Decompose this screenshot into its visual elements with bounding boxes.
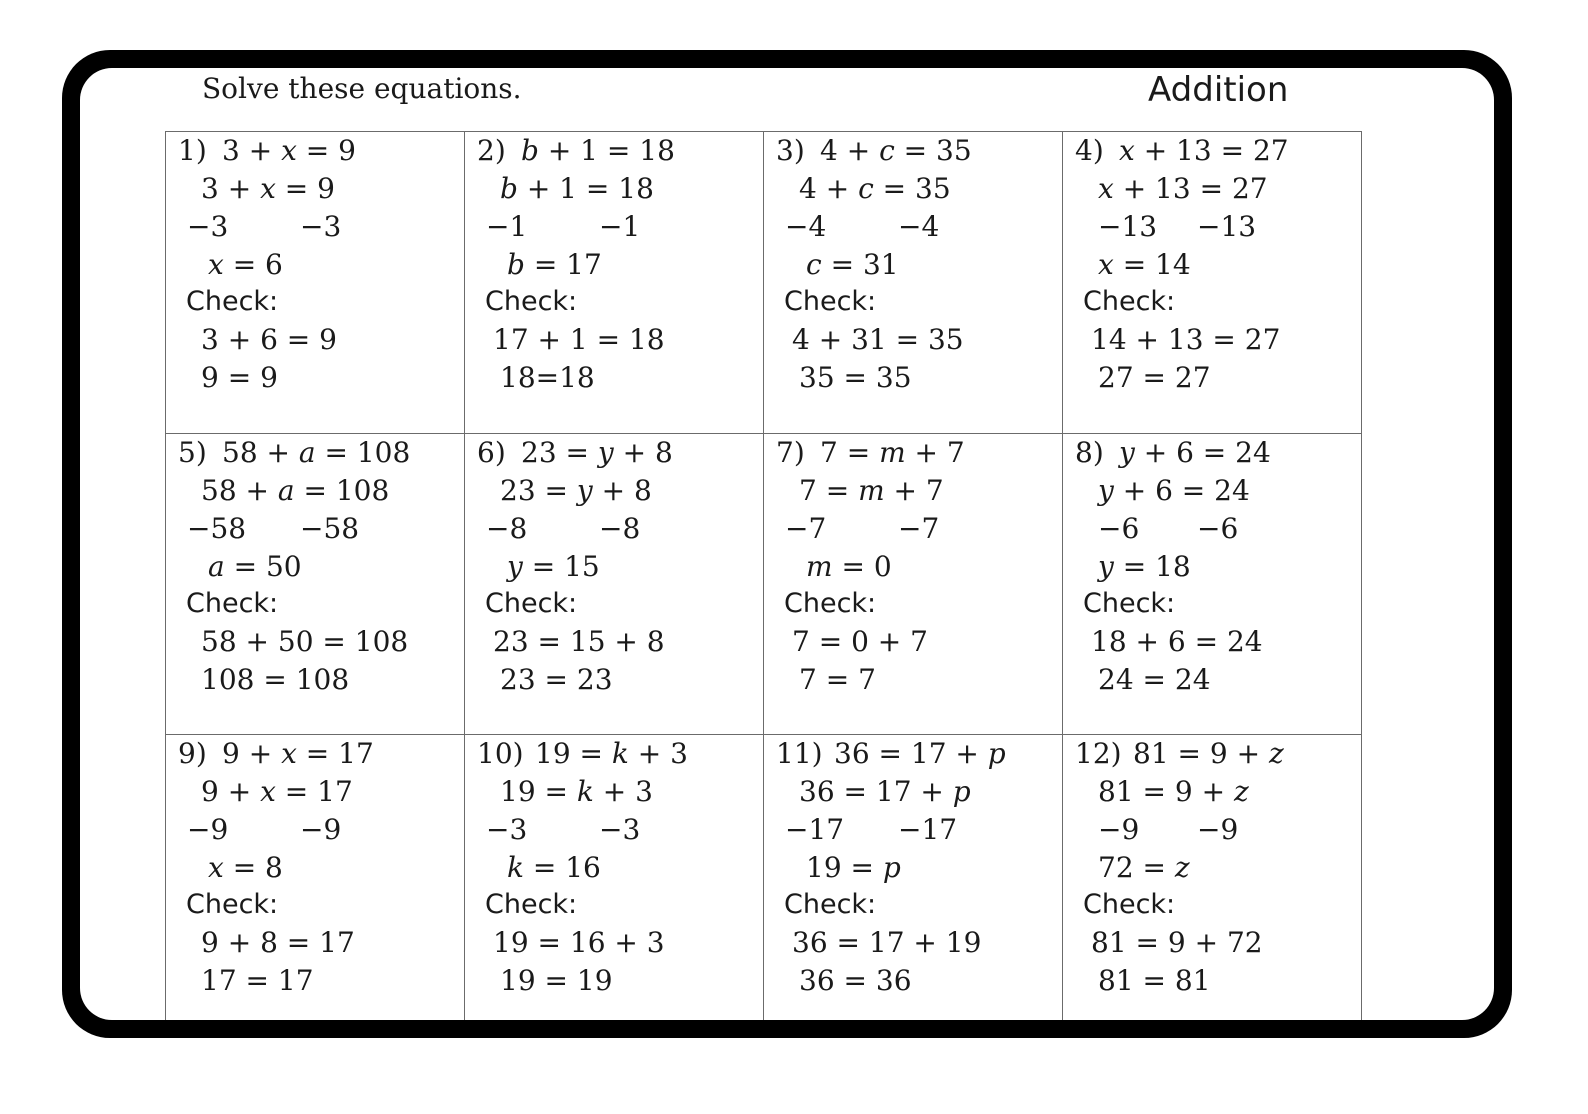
work-subtract-right: −9 — [1197, 813, 1239, 846]
topic-title: Addition — [1148, 70, 1289, 110]
problem-grid — [165, 131, 1362, 1020]
check-result: 23 = 23 — [500, 663, 613, 696]
problem-cell — [1063, 735, 1362, 1020]
check-result: 24 = 24 — [1098, 663, 1211, 696]
check-label: Check: — [186, 286, 279, 317]
work-subtract-left: −58 — [187, 512, 247, 545]
solution: 𝑦 = 18 — [1098, 550, 1191, 583]
work-subtract-right: −7 — [898, 512, 940, 545]
problem-cell — [166, 434, 465, 735]
check-result: 35 = 35 — [799, 361, 912, 394]
problem-number: 5) — [178, 436, 207, 469]
check-substitute: 19 = 16 + 3 — [493, 926, 665, 959]
solution: 𝑦 = 15 — [507, 550, 600, 583]
solution: 𝑘 = 16 — [507, 851, 601, 884]
work-subtract-left: −8 — [486, 512, 528, 545]
solution: 𝑐 = 31 — [806, 248, 899, 281]
work-rewrite: 36 = 17 + 𝑝 — [799, 775, 971, 808]
check-label: Check: — [784, 889, 877, 920]
work-rewrite: 7 = 𝑚 + 7 — [799, 474, 944, 507]
check-result: 36 = 36 — [799, 964, 912, 997]
work-subtract-left: −3 — [486, 813, 528, 846]
work-subtract-right: −3 — [599, 813, 641, 846]
work-subtract-right: −6 — [1197, 512, 1239, 545]
work-rewrite: 𝑦 + 6 = 24 — [1098, 474, 1250, 507]
solution: 𝑏 = 17 — [507, 248, 602, 281]
problem-cell — [166, 132, 465, 434]
problem-cell — [465, 434, 764, 735]
work-subtract-right: −17 — [898, 813, 958, 846]
problem-cell — [764, 434, 1063, 735]
problem-cell — [1063, 132, 1362, 434]
problem-equation: 23 = 𝑦 + 8 — [521, 436, 673, 469]
problem-cell — [465, 735, 764, 1020]
check-result: 17 = 17 — [201, 964, 314, 997]
problem-cell — [764, 132, 1063, 434]
check-substitute: 17 + 1 = 18 — [493, 323, 665, 356]
check-result: 27 = 27 — [1098, 361, 1211, 394]
work-subtract-left: −13 — [1098, 210, 1158, 243]
work-subtract-left: −3 — [187, 210, 229, 243]
check-result: 18=18 — [500, 361, 595, 394]
check-substitute: 3 + 6 = 9 — [201, 323, 337, 356]
solution: 𝑎 = 50 — [208, 550, 302, 583]
worksheet — [80, 68, 1494, 1020]
solution: 𝑥 = 6 — [208, 248, 283, 281]
check-result: 108 = 108 — [201, 663, 350, 696]
problem-equation: 19 = 𝑘 + 3 — [535, 737, 688, 770]
check-label: Check: — [1083, 588, 1176, 619]
check-result: 19 = 19 — [500, 964, 613, 997]
problem-cell — [166, 735, 465, 1020]
work-rewrite: 81 = 9 + 𝑧 — [1098, 775, 1249, 808]
problem-cell — [465, 132, 764, 434]
work-subtract-right: −13 — [1197, 210, 1257, 243]
problem-equation: 9 + 𝑥 = 17 — [222, 737, 374, 770]
problem-equation: 3 + 𝑥 = 9 — [222, 134, 356, 167]
check-label: Check: — [485, 286, 578, 317]
check-label: Check: — [485, 889, 578, 920]
work-subtract-right: −58 — [300, 512, 360, 545]
work-subtract-left: −4 — [785, 210, 827, 243]
work-rewrite: 4 + 𝑐 = 35 — [799, 172, 951, 205]
work-rewrite: 𝑥 + 13 = 27 — [1098, 172, 1268, 205]
check-label: Check: — [1083, 286, 1176, 317]
problem-equation: 4 + 𝑐 = 35 — [820, 134, 972, 167]
check-result: 7 = 7 — [799, 663, 876, 696]
check-substitute: 7 = 0 + 7 — [792, 625, 928, 658]
instruction-text: Solve these equations. — [202, 72, 522, 105]
check-label: Check: — [1083, 889, 1176, 920]
work-subtract-left: −17 — [785, 813, 845, 846]
work-rewrite: 58 + 𝑎 = 108 — [201, 474, 390, 507]
check-label: Check: — [784, 286, 877, 317]
check-substitute: 58 + 50 = 108 — [201, 625, 409, 658]
check-label: Check: — [784, 588, 877, 619]
problem-number: 8) — [1075, 436, 1104, 469]
check-substitute: 23 = 15 + 8 — [493, 625, 665, 658]
work-subtract-left: −9 — [1098, 813, 1140, 846]
problem-equation: 58 + 𝑎 = 108 — [222, 436, 411, 469]
work-subtract-right: −1 — [599, 210, 641, 243]
work-rewrite: 23 = 𝑦 + 8 — [500, 474, 652, 507]
problem-number: 10) — [477, 737, 524, 770]
solution: 72 = 𝑧 — [1098, 851, 1190, 884]
check-substitute: 81 = 9 + 72 — [1091, 926, 1263, 959]
work-subtract-right: −3 — [300, 210, 342, 243]
work-rewrite: 9 + 𝑥 = 17 — [201, 775, 353, 808]
check-result: 81 = 81 — [1098, 964, 1211, 997]
work-subtract-left: −1 — [486, 210, 528, 243]
work-subtract-left: −7 — [785, 512, 827, 545]
check-substitute: 9 + 8 = 17 — [201, 926, 355, 959]
solution: 𝑥 = 14 — [1098, 248, 1191, 281]
problem-number: 1) — [178, 134, 207, 167]
work-subtract-right: −8 — [599, 512, 641, 545]
work-subtract-left: −9 — [187, 813, 229, 846]
problem-equation: 𝑏 + 1 = 18 — [521, 134, 675, 167]
problem-number: 12) — [1075, 737, 1122, 770]
check-result: 9 = 9 — [201, 361, 278, 394]
problem-number: 2) — [477, 134, 506, 167]
problem-cell — [1063, 434, 1362, 735]
check-label: Check: — [186, 889, 279, 920]
check-substitute: 36 = 17 + 19 — [792, 926, 982, 959]
problem-equation: 7 = 𝑚 + 7 — [820, 436, 965, 469]
problem-number: 11) — [776, 737, 823, 770]
check-label: Check: — [186, 588, 279, 619]
check-substitute: 4 + 31 = 35 — [792, 323, 964, 356]
problem-equation: 𝑥 + 13 = 27 — [1119, 134, 1289, 167]
problem-number: 7) — [776, 436, 805, 469]
solution: 𝑚 = 0 — [806, 550, 892, 583]
check-substitute: 18 + 6 = 24 — [1091, 625, 1263, 658]
check-substitute: 14 + 13 = 27 — [1091, 323, 1281, 356]
work-subtract-left: −6 — [1098, 512, 1140, 545]
work-rewrite: 𝑏 + 1 = 18 — [500, 172, 654, 205]
work-subtract-right: −9 — [300, 813, 342, 846]
solution: 𝑥 = 8 — [208, 851, 283, 884]
solution: 19 = 𝑝 — [806, 851, 901, 884]
problem-cell — [764, 735, 1063, 1020]
problem-number: 9) — [178, 737, 207, 770]
work-rewrite: 3 + 𝑥 = 9 — [201, 172, 335, 205]
problem-equation: 𝑦 + 6 = 24 — [1119, 436, 1271, 469]
work-rewrite: 19 = 𝑘 + 3 — [500, 775, 653, 808]
problem-number: 4) — [1075, 134, 1104, 167]
work-subtract-right: −4 — [898, 210, 940, 243]
problem-equation: 36 = 17 + 𝑝 — [834, 737, 1006, 770]
problem-number: 6) — [477, 436, 506, 469]
problem-equation: 81 = 9 + 𝑧 — [1133, 737, 1284, 770]
check-label: Check: — [485, 588, 578, 619]
problem-number: 3) — [776, 134, 805, 167]
